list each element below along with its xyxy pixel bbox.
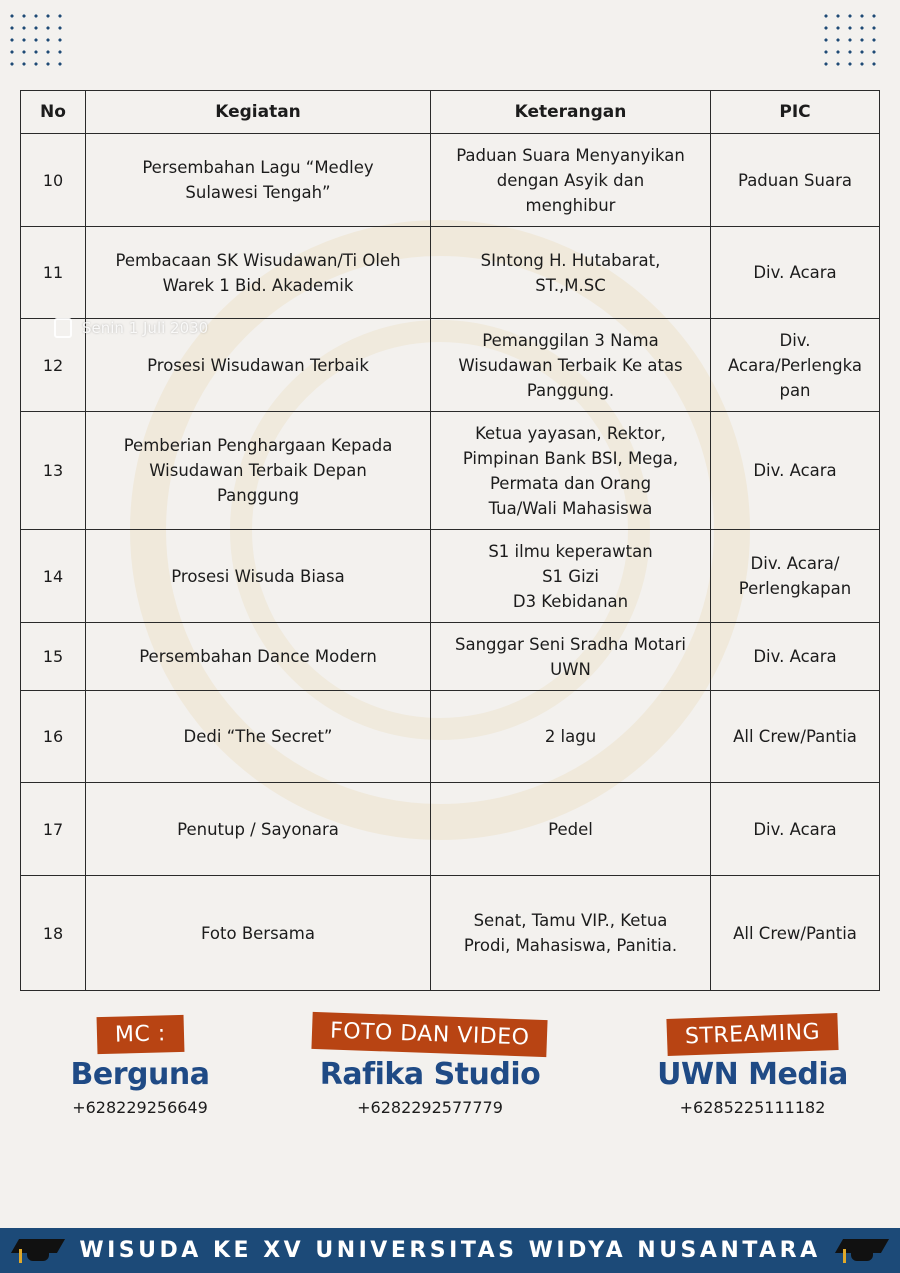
cell-pic: Div. Acara [711, 623, 880, 691]
cell-pic: Div. Acara [711, 412, 880, 530]
cell-kegiatan: Dedi “The Secret” [86, 691, 431, 783]
cell-kegiatan: Foto Bersama [86, 876, 431, 991]
date-overlay [54, 318, 208, 338]
cell-no: 16 [21, 691, 86, 783]
graduation-cap-icon [11, 1237, 65, 1265]
table-row [21, 134, 880, 227]
cell-keterangan: 2 lagu [431, 691, 711, 783]
header-pic: PIC [711, 91, 880, 134]
cell-keterangan: Sanggar Seni Sradha Motari UWN [431, 623, 711, 691]
foto-video-name: Rafika Studio [319, 1057, 541, 1092]
graduation-cap-icon [835, 1237, 889, 1265]
cell-no: 10 [21, 134, 86, 227]
table-row [21, 530, 880, 623]
cell-keterangan: SIntong H. Hutabarat, ST.,M.SC [431, 227, 711, 319]
table-header-row [21, 91, 880, 134]
cell-no: 13 [21, 412, 86, 530]
foto-video-tag: FOTO DAN VIDEO [312, 1012, 549, 1057]
contact-streaming [645, 1016, 860, 1117]
cell-keterangan: Pedel [431, 783, 711, 876]
cell-keterangan: Pemanggilan 3 Nama Wisudawan Terbaik Ke atas Panggung. [431, 319, 711, 412]
header-no: No [21, 91, 86, 134]
cell-pic: Div. Acara/Perlengka pan [711, 319, 880, 412]
cell-kegiatan: Persembahan Lagu “Medley Sulawesi Tengah” [86, 134, 431, 227]
cell-kegiatan: Persembahan Dance Modern [86, 623, 431, 691]
table-row [21, 691, 880, 783]
date-overlay-text: Senin 1 Juli 2030 [82, 319, 209, 337]
cell-kegiatan: Pembacaan SK Wisudawan/Ti Oleh Warek 1 Bid. Akademik [86, 227, 431, 319]
cell-pic: All Crew/Pantia [711, 691, 880, 783]
cell-pic: Paduan Suara [711, 134, 880, 227]
streaming-phone: +6285225111182 [679, 1098, 826, 1117]
cell-kegiatan: Penutup / Sayonara [86, 783, 431, 876]
cell-kegiatan: Pemberian Penghargaan Kepada Wisudawan Terbaik Depan Panggung [86, 412, 431, 530]
calendar-icon [54, 318, 72, 338]
cell-pic: Div. Acara/ Perlengkapan [711, 530, 880, 623]
cell-no: 12 [21, 319, 86, 412]
table-row [21, 783, 880, 876]
cell-pic: Div. Acara [711, 227, 880, 319]
header-keterangan: Keterangan [431, 91, 711, 134]
streaming-name: UWN Media [657, 1057, 848, 1092]
cell-no: 11 [21, 227, 86, 319]
cell-no: 15 [21, 623, 86, 691]
header-kegiatan: Kegiatan [86, 91, 431, 134]
contact-mc [50, 1016, 230, 1117]
cell-kegiatan: Prosesi Wisuda Biasa [86, 530, 431, 623]
table-row [21, 623, 880, 691]
decorative-dots-left [6, 10, 68, 68]
footer-title: WISUDA KE XV UNIVERSITAS WIDYA NUSANTARA [79, 1238, 821, 1263]
table-row [21, 876, 880, 991]
table-row [21, 412, 880, 530]
streaming-tag: STREAMING [666, 1013, 838, 1056]
mc-name: Berguna [70, 1057, 210, 1092]
cell-keterangan: Paduan Suara Menyanyikan dengan Asyik dan menghibur [431, 134, 711, 227]
cell-no: 14 [21, 530, 86, 623]
mc-phone: +628229256649 [72, 1098, 208, 1117]
foto-video-phone: +6282292577779 [357, 1098, 503, 1117]
cell-keterangan: Ketua yayasan, Rektor, Pimpinan Bank BSI, Mega, Permata dan Orang Tua/Wali Mahasiswa [431, 412, 711, 530]
contact-foto-video [290, 1016, 570, 1117]
table-row [21, 227, 880, 319]
cell-no: 17 [21, 783, 86, 876]
decorative-dots-right [820, 10, 882, 68]
schedule-table [20, 90, 880, 991]
cell-pic: Div. Acara [711, 783, 880, 876]
cell-pic: All Crew/Pantia [711, 876, 880, 991]
cell-no: 18 [21, 876, 86, 991]
mc-tag: MC : [96, 1015, 184, 1054]
footer-banner [0, 1228, 900, 1273]
cell-kegiatan: Prosesi Wisudawan Terbaik [86, 319, 431, 412]
cell-keterangan: S1 ilmu keperawtan S1 Gizi D3 Kebidanan [431, 530, 711, 623]
cell-keterangan: Senat, Tamu VIP., Ketua Prodi, Mahasiswa, Panitia. [431, 876, 711, 991]
